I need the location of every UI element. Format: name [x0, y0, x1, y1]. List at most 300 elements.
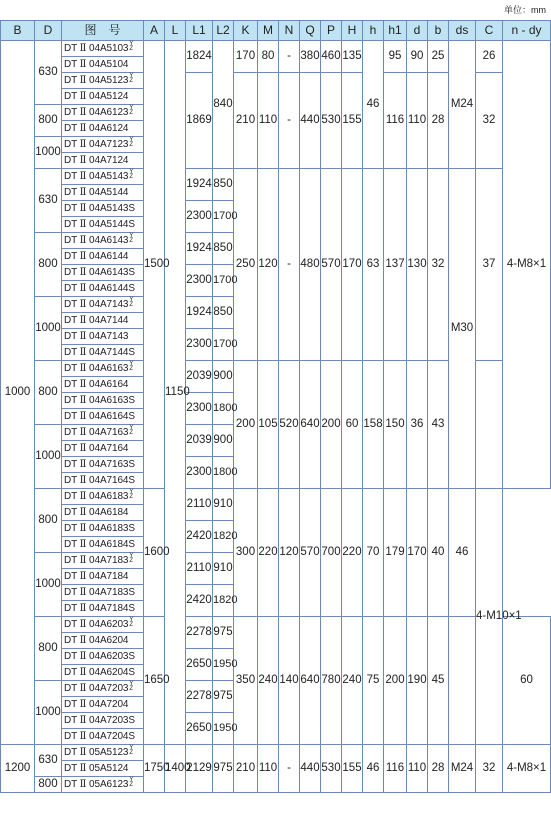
model-roman: Ⅱ: [79, 219, 87, 230]
q-cell: 640: [300, 617, 321, 745]
header-cell: K: [234, 21, 258, 41]
model-prefix: DT: [64, 59, 77, 70]
l1-cell: 1824: [186, 41, 213, 73]
l1-cell: 2300: [186, 265, 213, 297]
h1-cell: 158: [363, 361, 384, 489]
p-cell: 530: [321, 745, 342, 793]
model-number: 04A6183S: [89, 523, 135, 534]
d-cell: 800: [35, 233, 62, 297]
suffix-z: Z: [129, 494, 133, 500]
model-cell: [62, 73, 144, 89]
model-cell: [62, 41, 144, 57]
model-number: 04A6143S: [89, 267, 135, 278]
model-number: 04A7183S: [89, 587, 135, 598]
q-cell: 520: [279, 361, 300, 489]
suffix-z: Z: [129, 174, 133, 180]
ds-cell: [449, 617, 476, 745]
model-number: 04A7204: [89, 699, 129, 710]
model-roman: Ⅱ: [79, 683, 87, 694]
suffix-z: Z: [129, 622, 133, 628]
suffix-y: Y: [129, 425, 134, 431]
hh-cell: 75: [363, 617, 384, 745]
model-suffix: [129, 426, 133, 436]
a-cell: 1500: [144, 41, 165, 489]
m-cell: 120: [258, 169, 279, 361]
k-cell: 210: [234, 73, 258, 169]
model-prefix: DT: [64, 747, 77, 758]
model-number: 04A7124: [89, 155, 129, 166]
model-roman: Ⅱ: [79, 75, 87, 86]
d-cell: 1000: [35, 137, 62, 169]
l2-cell: 910: [213, 553, 234, 585]
model-cell: [62, 89, 144, 105]
model-number: 04A7183: [89, 555, 129, 566]
q-cell: 380: [300, 41, 321, 73]
model-number: 04A6164S: [89, 411, 135, 422]
n-cell: -: [279, 73, 300, 169]
l2-cell: 1800: [213, 457, 234, 489]
ds-cell: M24: [449, 41, 476, 169]
model-prefix: DT: [64, 555, 77, 566]
header-cell: L1: [186, 21, 213, 41]
h-cell: 170: [342, 169, 363, 361]
suffix-y: Y: [129, 233, 134, 239]
ndy-cell: 4-M10×1: [476, 489, 503, 745]
p-cell: 530: [321, 73, 342, 169]
l2-cell: 840: [213, 41, 234, 169]
table-row: [1, 41, 551, 57]
model-roman: Ⅱ: [79, 763, 87, 774]
model-prefix: DT: [64, 443, 77, 454]
l-cell: 1150: [165, 41, 186, 745]
model-roman: Ⅱ: [79, 459, 87, 470]
k-cell: 250: [234, 169, 258, 361]
suffix-y: Y: [129, 73, 134, 79]
model-roman: Ⅱ: [79, 699, 87, 710]
unit-label: 单位：mm: [504, 5, 546, 15]
model-suffix: [129, 234, 133, 244]
l2-cell: 975: [213, 617, 234, 649]
h-cell: 200: [321, 361, 342, 489]
model-cell: [62, 761, 144, 777]
model-number: 04A7143: [89, 331, 129, 342]
l1-cell: 2300: [186, 329, 213, 361]
model-prefix: DT: [64, 619, 77, 630]
suffix-y: Y: [129, 137, 134, 143]
m-cell: 220: [258, 489, 279, 617]
model-number: 04A7143: [89, 299, 129, 310]
model-roman: Ⅱ: [79, 299, 87, 310]
model-number: 04A6123: [89, 107, 129, 118]
l2-cell: 1700: [213, 201, 234, 233]
model-number: 04A6143: [89, 235, 129, 246]
model-prefix: DT: [64, 699, 77, 710]
model-prefix: DT: [64, 171, 77, 182]
model-cell: [62, 137, 144, 153]
l2-cell: 1950: [213, 713, 234, 745]
l2-cell: 1700: [213, 265, 234, 297]
model-number: 04A5123: [89, 75, 129, 86]
model-number: 04A6144S: [89, 283, 135, 294]
d-cell: 1000: [35, 425, 62, 489]
model-number: 04A5144: [89, 187, 129, 198]
suffix-y: Y: [129, 681, 134, 687]
header-cell: 图 号: [62, 21, 144, 41]
d-cell: 800: [35, 617, 62, 681]
model-number: 04A6163S: [89, 395, 135, 406]
suffix-y: Y: [129, 169, 134, 175]
header-cell: b: [428, 21, 449, 41]
ndy-cell: 4-M8×1: [503, 745, 551, 793]
model-prefix: DT: [64, 331, 77, 342]
l2-cell: 975: [213, 745, 234, 793]
c-cell: 32: [476, 73, 503, 169]
n-cell: -: [279, 169, 300, 361]
d-cell: 630: [35, 169, 62, 233]
model-cell: [62, 697, 144, 713]
q-cell: 440: [300, 73, 321, 169]
model-prefix: DT: [64, 299, 77, 310]
model-cell: [62, 105, 144, 121]
suffix-z: Z: [129, 46, 133, 52]
p-cell: 460: [321, 41, 342, 73]
model-roman: Ⅱ: [79, 635, 87, 646]
model-prefix: DT: [64, 395, 77, 406]
model-prefix: DT: [64, 427, 77, 438]
model-prefix: DT: [64, 363, 77, 374]
h1-cell: 179: [384, 489, 407, 617]
model-cell: [62, 361, 144, 377]
model-roman: Ⅱ: [79, 155, 87, 166]
l1-cell: 2129: [186, 745, 213, 793]
model-prefix: DT: [64, 667, 77, 678]
model-roman: Ⅱ: [79, 491, 87, 502]
model-prefix: DT: [64, 571, 77, 582]
d-dim-cell: 110: [407, 745, 428, 793]
model-number: 04A7204S: [89, 731, 135, 742]
model-number: 04A7203S: [89, 715, 135, 726]
d-cell: 630: [35, 745, 62, 777]
model-roman: Ⅱ: [79, 651, 87, 662]
model-number: 04A5143: [89, 171, 129, 182]
c-cell: 43: [428, 361, 449, 489]
model-prefix: DT: [64, 715, 77, 726]
model-cell: [62, 521, 144, 537]
model-cell: [62, 713, 144, 729]
table-row: [1, 745, 551, 761]
model-prefix: DT: [64, 411, 77, 422]
model-roman: Ⅱ: [79, 315, 87, 326]
n-cell: 140: [279, 617, 300, 745]
table-row: [1, 169, 551, 185]
model-prefix: DT: [64, 155, 77, 166]
model-prefix: DT: [64, 283, 77, 294]
model-cell: [62, 729, 144, 745]
model-roman: Ⅱ: [79, 379, 87, 390]
d-cell: 1000: [35, 553, 62, 617]
model-cell: [62, 777, 144, 793]
model-roman: Ⅱ: [79, 667, 87, 678]
model-roman: Ⅱ: [79, 779, 87, 790]
l1-cell: 1924: [186, 169, 213, 201]
model-cell: [62, 601, 144, 617]
h1-cell: 95: [384, 41, 407, 73]
suffix-y: Y: [129, 745, 134, 751]
model-roman: Ⅱ: [79, 571, 87, 582]
model-roman: Ⅱ: [79, 331, 87, 342]
model-number: 04A7164: [89, 443, 129, 454]
l1-cell: 2278: [186, 681, 213, 713]
b-dim-cell: 32: [428, 169, 449, 361]
header-cell: A: [144, 21, 165, 41]
b-cell: 1200: [1, 745, 35, 793]
hh-cell: 46: [363, 41, 384, 169]
suffix-z: Z: [129, 686, 133, 692]
header-cell: L2: [213, 21, 234, 41]
p-cell: 640: [300, 361, 321, 489]
n-cell: -: [279, 745, 300, 793]
h1-cell: 200: [384, 617, 407, 745]
k-cell: 170: [234, 41, 258, 73]
model-prefix: DT: [64, 379, 77, 390]
model-number: 05A6123: [89, 779, 129, 790]
l1-cell: 2110: [186, 489, 213, 521]
model-number: 04A5124: [89, 91, 129, 102]
l2-cell: 975: [213, 681, 234, 713]
model-suffix: [129, 74, 133, 84]
model-prefix: DT: [64, 539, 77, 550]
model-number: 04A7164S: [89, 475, 135, 486]
hh-cell: 63: [363, 169, 384, 361]
model-cell: [62, 745, 144, 761]
c-cell: 26: [476, 41, 503, 73]
suffix-y: Y: [129, 777, 134, 783]
model-cell: [62, 281, 144, 297]
c-cell: 46: [449, 489, 476, 617]
model-suffix: [129, 106, 133, 116]
model-roman: Ⅱ: [79, 267, 87, 278]
b-dim-cell: 28: [428, 745, 449, 793]
h-cell: 220: [342, 489, 363, 617]
model-roman: Ⅱ: [79, 731, 87, 742]
model-roman: Ⅱ: [79, 59, 87, 70]
l1-cell: 2278: [186, 617, 213, 649]
model-number: 04A6204S: [89, 667, 135, 678]
l2-cell: 1700: [213, 329, 234, 361]
l2-cell: 1820: [213, 521, 234, 553]
model-prefix: DT: [64, 459, 77, 470]
model-roman: Ⅱ: [79, 107, 87, 118]
header-cell: d: [407, 21, 428, 41]
l1-cell: 2300: [186, 457, 213, 489]
model-number: 04A7163S: [89, 459, 135, 470]
model-number: 04A6203: [89, 619, 129, 630]
model-prefix: DT: [64, 603, 77, 614]
h-cell: 135: [342, 41, 363, 73]
q-cell: 570: [300, 489, 321, 617]
suffix-z: Z: [129, 78, 133, 84]
n-cell: 120: [279, 489, 300, 617]
header-cell: Q: [300, 21, 321, 41]
k-cell: 350: [234, 617, 258, 745]
header-cell: ds: [449, 21, 476, 41]
model-prefix: DT: [64, 731, 77, 742]
model-prefix: DT: [64, 107, 77, 118]
l2-cell: 1820: [213, 585, 234, 617]
header-cell: h: [363, 21, 384, 41]
model-roman: Ⅱ: [79, 539, 87, 550]
model-cell: [62, 57, 144, 73]
h1-cell: 137: [384, 169, 407, 361]
model-cell: [62, 489, 144, 505]
model-roman: Ⅱ: [79, 507, 87, 518]
model-cell: [62, 377, 144, 393]
model-prefix: DT: [64, 635, 77, 646]
model-roman: Ⅱ: [79, 427, 87, 438]
header-cell: M: [258, 21, 279, 41]
model-prefix: DT: [64, 75, 77, 86]
d-cell: 800: [35, 489, 62, 553]
model-cell: [62, 457, 144, 473]
d-cell: 800: [35, 361, 62, 425]
header-cell: C: [476, 21, 503, 41]
d-cell: 800: [35, 777, 62, 793]
model-cell: [62, 393, 144, 409]
model-number: 04A5144S: [89, 219, 135, 230]
model-roman: Ⅱ: [79, 587, 87, 598]
d-dim-cell: 170: [407, 489, 428, 617]
h1-cell: 116: [384, 73, 407, 169]
suffix-z: Z: [129, 142, 133, 148]
model-roman: Ⅱ: [79, 283, 87, 294]
k-cell: 300: [234, 489, 258, 617]
model-number: 04A6164: [89, 379, 129, 390]
model-roman: Ⅱ: [79, 619, 87, 630]
d-dim-cell: 130: [407, 169, 428, 361]
model-roman: Ⅱ: [79, 251, 87, 262]
model-roman: Ⅱ: [79, 443, 87, 454]
model-cell: [62, 297, 144, 313]
suffix-z: Z: [129, 302, 133, 308]
suffix-y: Y: [129, 41, 134, 47]
model-roman: Ⅱ: [79, 523, 87, 534]
l2-cell: 900: [213, 361, 234, 393]
l2-cell: 850: [213, 297, 234, 329]
n-cell: -: [279, 41, 300, 73]
model-roman: Ⅱ: [79, 171, 87, 182]
b-cell: 1000: [1, 41, 35, 745]
model-suffix: [129, 554, 133, 564]
model-prefix: DT: [64, 651, 77, 662]
l1-cell: 2650: [186, 713, 213, 745]
model-cell: [62, 585, 144, 601]
model-number: 04A7144: [89, 315, 129, 326]
l2-cell: 1800: [213, 393, 234, 425]
l1-cell: 2110: [186, 553, 213, 585]
model-cell: [62, 537, 144, 553]
l2-cell: 900: [213, 425, 234, 457]
model-suffix: [129, 682, 133, 692]
model-number: 04A7184S: [89, 603, 135, 614]
model-cell: [62, 345, 144, 361]
l2-cell: 850: [213, 169, 234, 201]
model-number: 04A6184S: [89, 539, 135, 550]
model-suffix: [129, 618, 133, 628]
model-prefix: DT: [64, 123, 77, 134]
header-cell: N: [279, 21, 300, 41]
hh-cell: 60: [342, 361, 363, 489]
model-suffix: [129, 42, 133, 52]
l2-cell: 910: [213, 489, 234, 521]
m-cell: 80: [258, 41, 279, 73]
m-cell: 240: [258, 617, 279, 745]
a-cell: 1750: [144, 745, 165, 793]
model-prefix: DT: [64, 235, 77, 246]
model-prefix: DT: [64, 43, 77, 54]
model-suffix: [129, 170, 133, 180]
m-cell: 110: [258, 745, 279, 793]
model-roman: Ⅱ: [79, 747, 87, 758]
h-cell: 155: [342, 745, 363, 793]
model-cell: [62, 169, 144, 185]
model-roman: Ⅱ: [79, 411, 87, 422]
model-roman: Ⅱ: [79, 43, 87, 54]
model-cell: [62, 329, 144, 345]
model-prefix: DT: [64, 347, 77, 358]
suffix-z: Z: [129, 238, 133, 244]
model-cell: [62, 425, 144, 441]
model-prefix: DT: [64, 491, 77, 502]
model-cell: [62, 201, 144, 217]
model-number: 04A6163: [89, 363, 129, 374]
model-roman: Ⅱ: [79, 347, 87, 358]
model-suffix: [129, 138, 133, 148]
suffix-z: Z: [129, 782, 133, 788]
model-number: 04A6183: [89, 491, 129, 502]
hh-cell: 46: [363, 745, 384, 793]
l2-cell: 1950: [213, 649, 234, 681]
header-cell: H: [342, 21, 363, 41]
model-cell: [62, 249, 144, 265]
model-prefix: DT: [64, 683, 77, 694]
model-number: 04A7163: [89, 427, 129, 438]
model-suffix: [129, 362, 133, 372]
model-prefix: DT: [64, 251, 77, 262]
model-roman: Ⅱ: [79, 715, 87, 726]
ds-cell: M24: [449, 745, 476, 793]
m-cell: 200: [234, 361, 258, 489]
model-number: 04A7184: [89, 571, 129, 582]
model-roman: Ⅱ: [79, 235, 87, 246]
model-cell: [62, 153, 144, 169]
model-cell: [62, 233, 144, 249]
c-cell: 32: [476, 745, 503, 793]
header-cell: B: [1, 21, 35, 41]
model-cell: [62, 617, 144, 633]
model-number: 04A6203S: [89, 651, 135, 662]
model-cell: [62, 441, 144, 457]
model-number: 04A6144: [89, 251, 129, 262]
k-cell: 210: [234, 745, 258, 793]
model-prefix: DT: [64, 315, 77, 326]
model-suffix: [129, 490, 133, 500]
header-cell: L: [165, 21, 186, 41]
p-cell: 570: [321, 169, 342, 361]
m-cell: 110: [258, 73, 279, 169]
suffix-y: Y: [129, 105, 134, 111]
c-cell: 37: [476, 169, 503, 361]
model-number: 05A5124: [89, 763, 129, 774]
